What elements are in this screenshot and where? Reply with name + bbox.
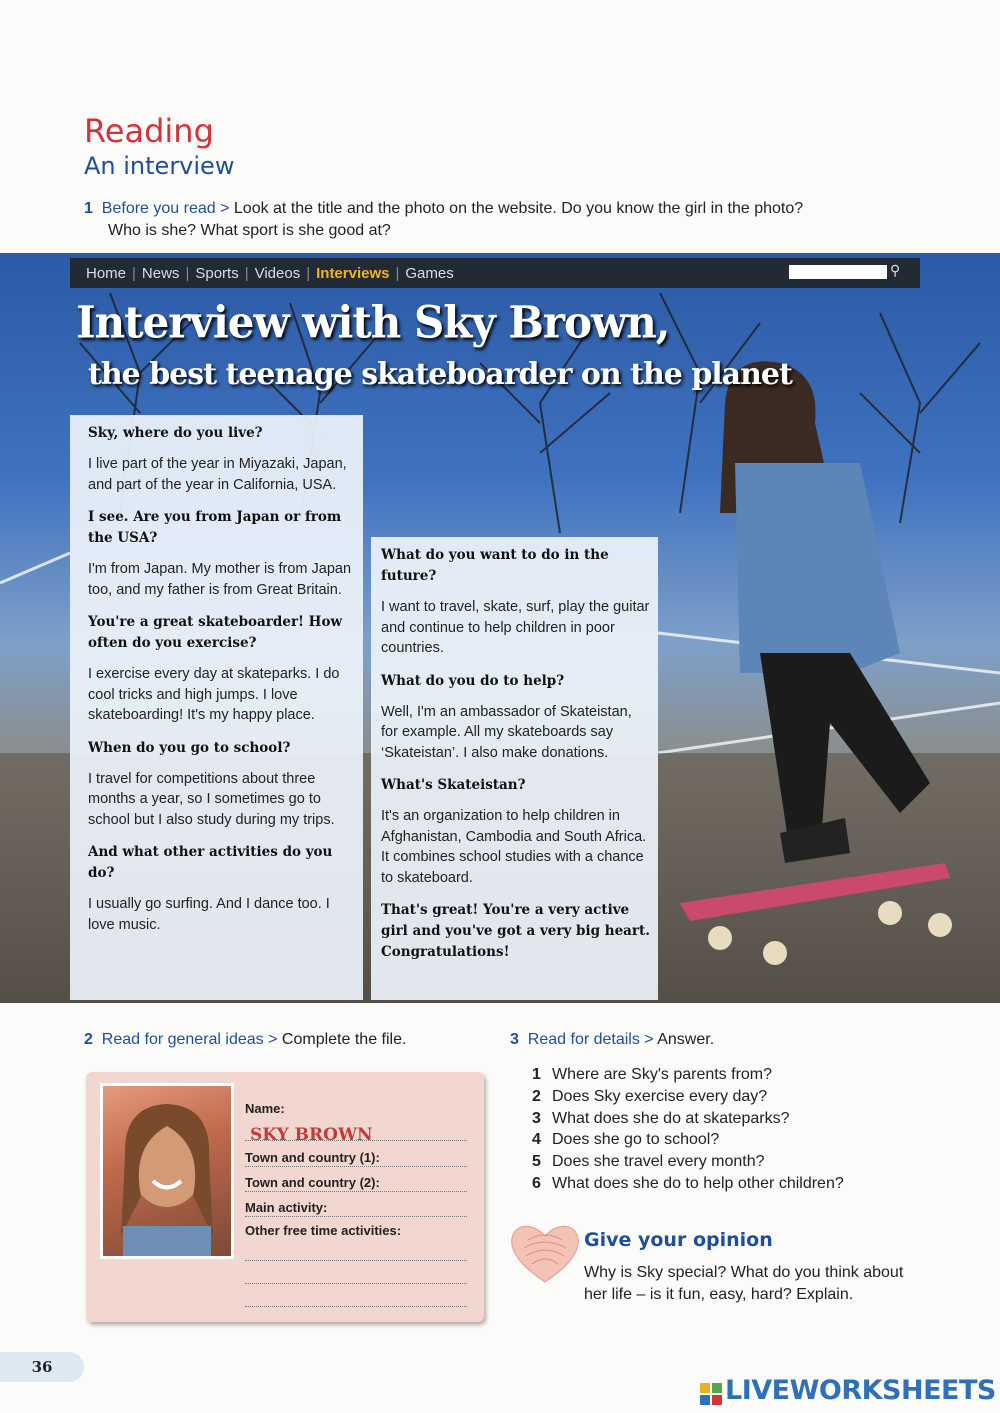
- interview-question: What do you want to do in the future?: [381, 547, 609, 584]
- exercise-number: 3: [510, 1031, 519, 1048]
- activity-label: Main activity:: [245, 1200, 328, 1215]
- exercise-number: 2: [84, 1031, 93, 1048]
- website-nav: Home | News | Sports | Videos | Interviews | Games: [70, 258, 920, 288]
- interview-question: Sky, where do you live?: [88, 425, 263, 441]
- list-item: 3 What does she do at skateparks?: [532, 1109, 790, 1127]
- interview-question: I see. Are you from Japan or from the USA?: [88, 509, 342, 546]
- interview-question: What's Skateistan?: [381, 777, 526, 793]
- section-title: Reading: [84, 112, 214, 150]
- interview-answer: I want to travel, skate, surf, play the guitar and continue to help children in poor countries.: [381, 599, 650, 656]
- interview-answer: I exercise every day at skateparks. I do cool tricks and high jumps. I love skateboarding! It's my happy place.: [88, 666, 340, 723]
- other-activities-label: Other free time activities:: [245, 1223, 402, 1238]
- town1-label: Town and country (1):: [245, 1150, 380, 1165]
- exercise-tag: Read for details >: [527, 1031, 654, 1048]
- exercise-text: Complete the file.: [281, 1031, 407, 1048]
- heart-icon: [508, 1220, 582, 1291]
- name-line: [245, 1140, 467, 1141]
- nav-news[interactable]: News: [141, 264, 180, 282]
- town2-answer-field[interactable]: [245, 1191, 467, 1192]
- list-item: 2 Does Sky exercise every day?: [532, 1087, 768, 1105]
- interview-answer: I'm from Japan. My mother is from Japan too, and my father is from Great Britain.: [88, 561, 352, 598]
- exercise-tag: Read for general ideas >: [101, 1031, 278, 1048]
- interview-question: And what other activities do you do?: [88, 844, 333, 881]
- exercise-text-line2: Who is she? What sport is she good at?: [108, 222, 391, 239]
- interview-question: What do you do to help?: [381, 672, 565, 689]
- name-value: SKY BROWN: [250, 1125, 373, 1145]
- exercise-text: Answer.: [657, 1031, 715, 1048]
- question-list: [532, 1064, 844, 1195]
- interview-subtitle: the best teenage skateboarder on the planet: [88, 357, 792, 392]
- liveworksheets-logo: LIVEWORKSHEETS: [700, 1375, 996, 1406]
- logo-icon: [700, 1381, 722, 1403]
- name-label: Name:: [245, 1101, 285, 1116]
- town1-answer-field[interactable]: [245, 1166, 467, 1167]
- interview-answer: I travel for competitions about three months a year, so I sometimes go to school but I also study during my trips.: [88, 770, 335, 828]
- interview-answer: I usually go surfing. And I dance too. I love music.: [88, 896, 330, 933]
- exercise-number: 1: [84, 200, 93, 217]
- interview-title: Interview with Sky Brown,: [76, 296, 670, 349]
- activity-answer-field[interactable]: [245, 1216, 467, 1217]
- list-item: 6 What does she do to help other children?: [532, 1174, 844, 1192]
- exercise-1: [84, 198, 914, 242]
- search-input[interactable]: [789, 265, 887, 279]
- town2-label: Town and country (2):: [245, 1175, 380, 1190]
- interview-closing: That's great! You're a very active girl and you've got a very big heart. Congratulations!: [381, 902, 650, 960]
- section-subtitle: An interview: [84, 152, 235, 180]
- list-item: 4 Does she go to school?: [532, 1131, 720, 1149]
- other-activities-field[interactable]: [245, 1306, 467, 1307]
- interview-answer: I live part of the year in Miyazaki, Japan, and part of the year in California, USA.: [88, 456, 347, 493]
- interview-question: When do you go to school?: [88, 739, 291, 756]
- exercise-tag: Before you read >: [101, 200, 230, 217]
- nav-interviews[interactable]: Interviews: [316, 264, 390, 282]
- interview-column-1: [70, 415, 363, 1000]
- list-item: 1 Where are Sky's parents from?: [532, 1066, 773, 1083]
- interview-column-2: [371, 537, 658, 1000]
- nav-home[interactable]: Home: [86, 264, 127, 282]
- other-activities-field[interactable]: [245, 1260, 467, 1261]
- other-activities-field[interactable]: [245, 1283, 467, 1284]
- interview-answer: It's an organization to help children in Afghanistan, Cambodia and South Africa. It combines school studies with a chance to skateboard.: [381, 808, 647, 886]
- search-icon[interactable]: ⚲: [890, 262, 901, 278]
- exercise-3: [510, 1031, 714, 1049]
- interview-question: You're a great skateboarder! How often do you exercise?: [88, 614, 343, 651]
- nav-videos[interactable]: Videos: [254, 264, 301, 282]
- page-number: 36: [0, 1352, 84, 1382]
- girl-portrait-icon: [103, 1086, 231, 1256]
- list-item: 5 Does she travel every month?: [532, 1153, 765, 1171]
- interview-answer: Well, I'm an ambassador of Skateistan, for example. All my skateboards say ‘Skateistan’. I also make donations.: [381, 703, 632, 761]
- opinion-text: Why is Sky special? What do you think about her life – is it fun, easy, hard? Explain.: [584, 1264, 904, 1303]
- exercise-text: Look at the title and the photo on the website. Do you know the girl in the photo?: [233, 200, 804, 217]
- opinion-title: Give your opinion: [584, 1229, 773, 1251]
- exercise-2: [84, 1031, 406, 1049]
- nav-sports[interactable]: Sports: [195, 264, 239, 282]
- profile-photo: [100, 1083, 234, 1259]
- nav-games[interactable]: Games: [405, 264, 454, 282]
